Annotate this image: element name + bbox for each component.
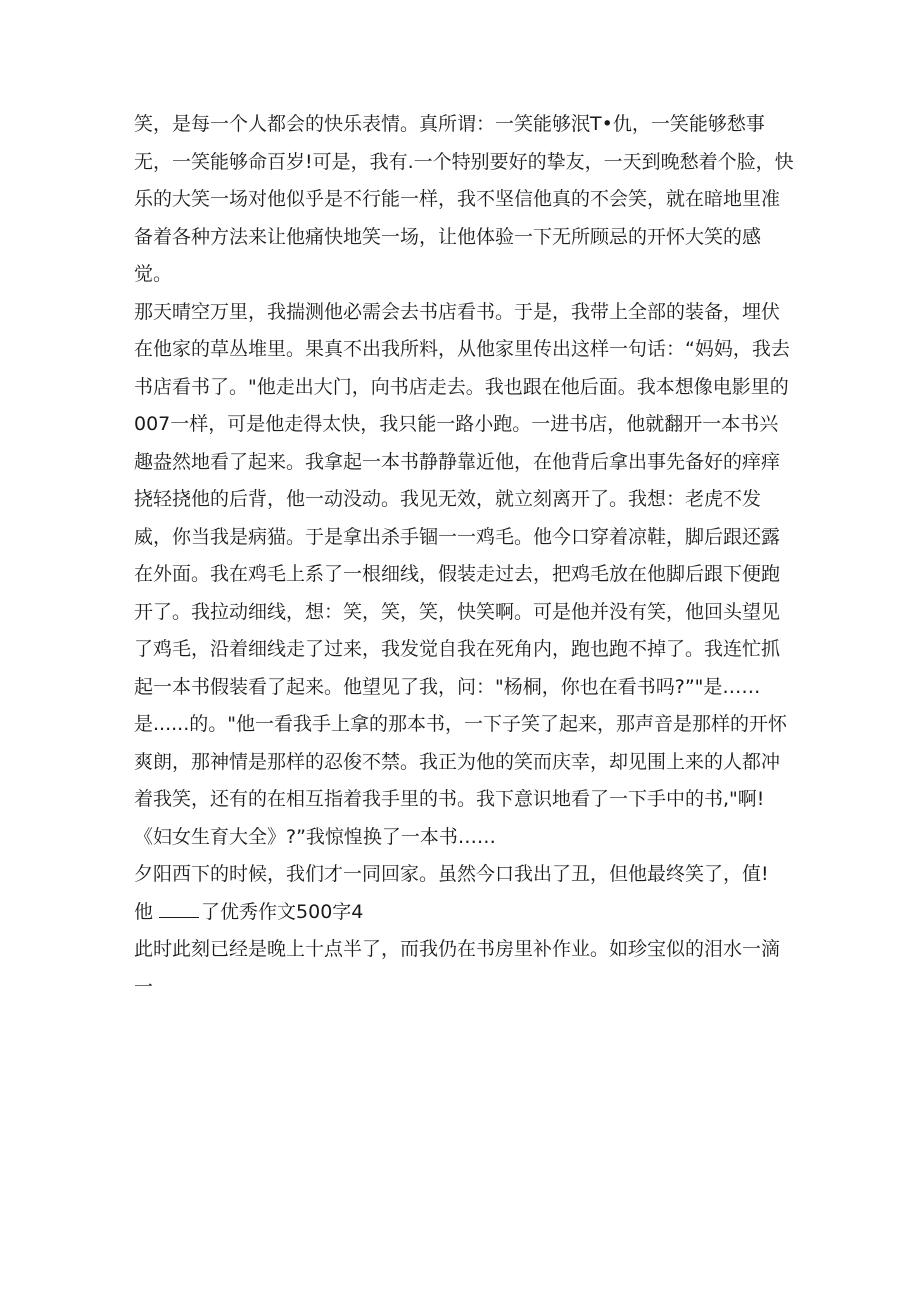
paragraph-2: 那天晴空万里，我揣测他必需会去书店看书。于是，我带上全部的装备，埋伏在他家的草丛堆里。果真不出我所料，从他家里传出这样一句话：“妈妈，我去书店看书了。"他走出大门，向书店走去。我也跟在他后面。我本想像电影里的007一样，可是他走得太快，我只能一路小跑。一进书店，他就翻开一本书兴趣盎然地看了起来。我拿起一本书静静靠近他，在他背后拿出事先备好的痒痒挠轻挠他的后背，他一动没动。我见无效，就立刻离开了。我想：老虎不发威，你当我是病猫。于是拿出杀手锢一一鸡毛。他今口穿着凉鞋，脚后跟还露在外面。我在鸡毛上系了一根细线，假装走过去，把鸡毛放在他脚后跟下便跑开了。我拉动细线，想：笑，笑，笑，快笑啊。可是他并没有笑，他回头望见了鸡毛，沿着细线走了过来，我发觉自我在死角内，跑也跑不掉了。我连忙抓起一本书假装看了起来。他望见了我，问："杨桐，你也在看书吗?”"是……是......的。"他一看我手上拿的那本书，一下子笑了起来，那声音是那样的开怀爽朗，那神情是那样的忍俊不禁。我正为他的笑而庆幸，却见围上来的人都冲着我笑，还有的在相互指着我手里的书。我下意识地看了一下手中的书,"啊!《妇女生育大全》?”我惊惶换了一本书…… bbox=[134, 300, 790, 848]
heading-suffix: 了优秀作文500字4 bbox=[201, 900, 364, 923]
paragraph-1: 笑，是每一个人都会的快乐表情。真所谓：一笑能够泯T•仇，一笑能够愁事无，一笑能够命百岁!可是，我有.一个特别要好的挚友，一天到晚愁着个脸，快乐的大笑一场对他似乎是不行能一样，我不坚信他真的不会笑，就在暗地里准备着各种方法来让他痛快地笑一场，让他体验一下无所顾忌的开怀大笑的感觉。 bbox=[134, 113, 794, 285]
essay-heading bbox=[134, 894, 796, 932]
paragraph-4: 此时此刻已经是晚上十点半了，而我仍在书房里补作业。如珍宝似的泪水一滴一 bbox=[134, 938, 781, 998]
heading-prefix: 他 bbox=[134, 900, 154, 923]
paragraph-3: 夕阳西下的时候，我们才一同回家。虽然今口我出了丑，但他最终笑了，值! bbox=[134, 863, 769, 885]
document-body bbox=[134, 106, 796, 1006]
heading-blank bbox=[159, 903, 199, 918]
